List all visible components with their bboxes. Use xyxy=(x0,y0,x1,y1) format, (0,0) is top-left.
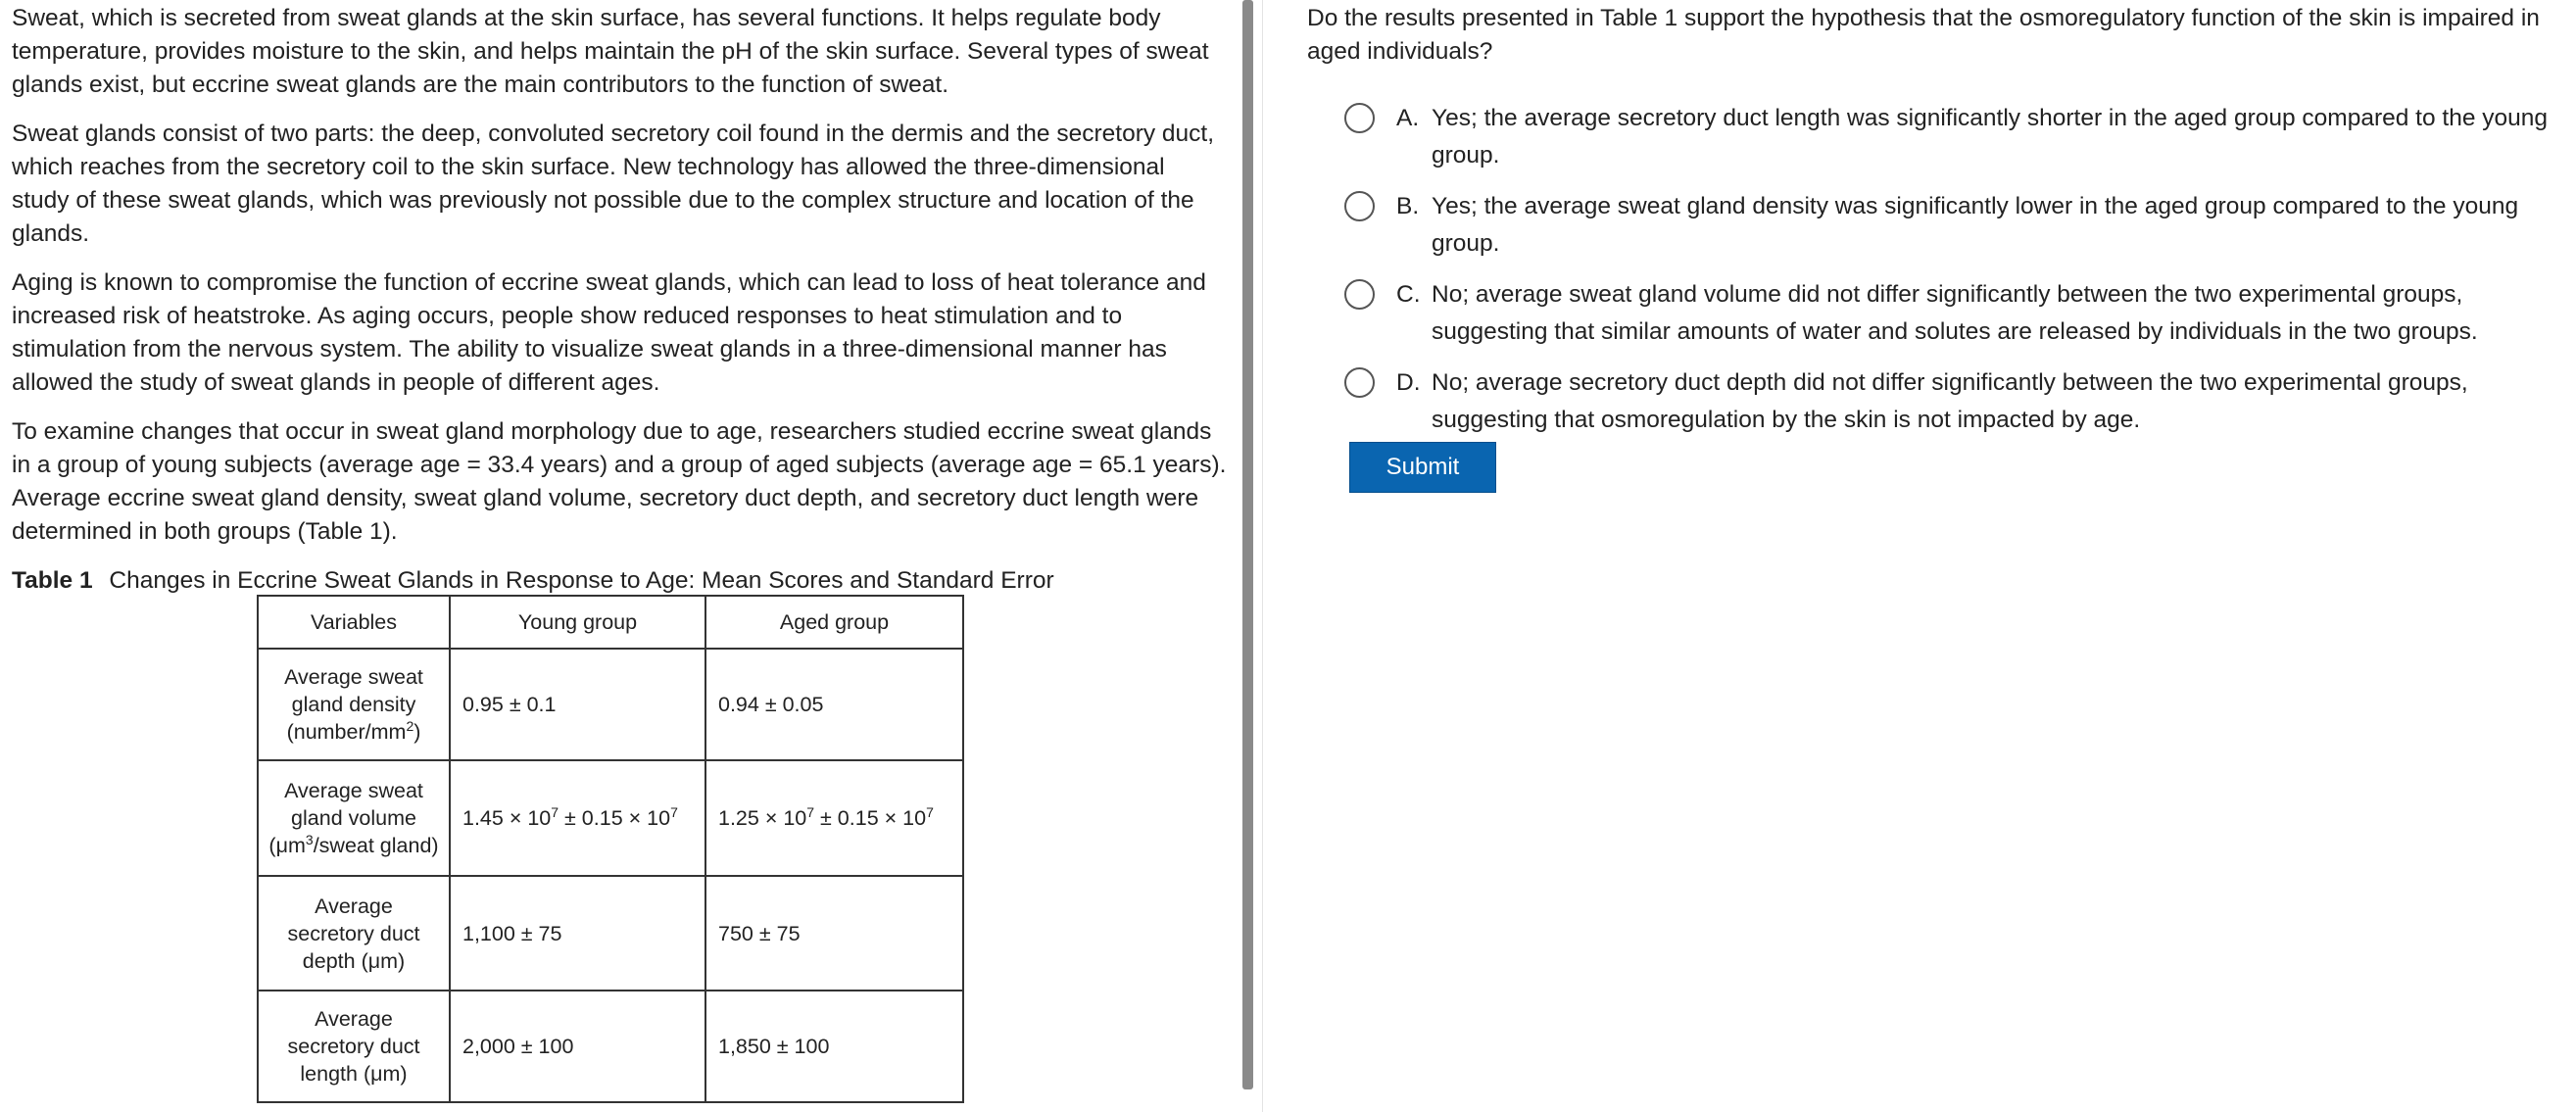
question-pane xyxy=(1307,2,2571,453)
option-b[interactable] xyxy=(1344,188,2571,263)
passage-paragraph-3: Aging is known to compromise the function of eccrine sweat glands, which can lead to loss of heat tolerance and increased risk of heatstroke. As aging occurs, people show reduced responses to heat stimulation and to stimulation from the nervous system. The ability to visualize sweat glands in a three-dimensional manner has allowed the study of sweat glands in people of different ages. xyxy=(12,269,1206,396)
radio-button-a[interactable] xyxy=(1344,103,1375,133)
option-c[interactable] xyxy=(1344,276,2571,351)
aged-value-cell: 1,850 ± 100 xyxy=(705,991,963,1102)
option-text: Yes; the average sweat gland density was significantly lower in the aged group compared to the young group. xyxy=(1432,193,2519,257)
radio-button-d[interactable] xyxy=(1344,367,1375,398)
answer-options xyxy=(1307,100,2571,439)
variable-cell: Average secretory duct depth (μm) xyxy=(258,876,450,991)
table-caption-text: Changes in Eccrine Sweat Glands in Response to Age: Mean Scores and Standard Error xyxy=(109,567,1054,594)
option-letter: B. xyxy=(1396,193,1420,219)
submit-button[interactable]: Submit xyxy=(1349,442,1496,493)
header-variables: Variables xyxy=(258,596,450,649)
header-young-group: Young group xyxy=(450,596,705,649)
pane-resize-handle[interactable] xyxy=(1242,0,1253,1089)
option-text: No; average secretory duct depth did not differ significantly between the two experimental groups, suggesting that osmoregulation by the skin is not impacted by age. xyxy=(1432,369,2468,433)
young-value-cell: 1,100 ± 75 xyxy=(450,876,705,991)
table-header-row xyxy=(258,596,963,649)
radio-button-c[interactable] xyxy=(1344,279,1375,310)
variable-cell: Average sweat gland density $(number/mm^2)$ xyxy=(258,649,450,760)
table-row xyxy=(258,991,963,1102)
passage-paragraph-1: Sweat, which is secreted from sweat glands at the skin surface, has several functions. It helps regulate body temperature, provides moisture to the skin, and helps maintain the pH of the skin surface. Several types of sweat glands exist, but eccrine sweat glands are the main contributors to the function of sweat. xyxy=(12,5,1209,98)
option-letter: C. xyxy=(1396,281,1421,308)
data-table xyxy=(257,595,964,1103)
aged-value-cell: $1.25 \times 10^7 \pm 0.15 \times 10^7$ xyxy=(705,760,963,876)
option-text: Yes; the average secretory duct length was significantly shorter in the aged group compared to the young group. xyxy=(1432,105,2549,169)
passage-paragraph-2: Sweat glands consist of two parts: the deep, convoluted secretory coil found in the dermis and the secretory duct, which reaches from the secretory coil to the skin surface. New technology has allowed the three-dimensional study of these sweat glands, which was previously not possible due to the complex structure and location of the glands. xyxy=(12,121,1215,247)
young-value-cell: $1.45 \times 10^7 \pm 0.15 \times 10^7$ xyxy=(450,760,705,876)
option-letter: A. xyxy=(1396,105,1420,131)
header-aged-group: Aged group xyxy=(705,596,963,649)
variable-cell: Average secretory duct length (μm) xyxy=(258,991,450,1102)
table-caption xyxy=(12,564,1228,598)
table-row xyxy=(258,876,963,991)
option-a[interactable] xyxy=(1344,100,2571,174)
radio-button-b[interactable] xyxy=(1344,191,1375,221)
table-row xyxy=(258,649,963,760)
option-letter: D. xyxy=(1396,369,1421,396)
option-text: No; average sweat gland volume did not differ significantly between the two experimental groups, suggesting that similar amounts of water and solutes are released by individuals in the two groups. xyxy=(1432,281,2478,345)
table-row xyxy=(258,760,963,876)
pane-divider xyxy=(1262,0,1263,1112)
aged-value-cell: 0.94 ± 0.05 xyxy=(705,649,963,760)
aged-value-cell: 750 ± 75 xyxy=(705,876,963,991)
question-stem: Do the results presented in Table 1 support the hypothesis that the osmoregulatory function of the skin is impaired in aged individuals? xyxy=(1307,5,2540,65)
table-caption-label: Table 1 xyxy=(12,567,93,594)
variable-cell: Average sweat gland volume ($\mu m^3$/sweat gland) xyxy=(258,760,450,876)
passage-paragraph-4: To examine changes that occur in sweat gland morphology due to age, researchers studied eccrine sweat glands in a group of young subjects (average age = 33.4 years) and a group of aged subjects (average age = 65.1 years). Average eccrine sweat gland density, sweat gland volume, secretory duct depth, and secretory duct length were determined in both groups (Table 1). xyxy=(12,418,1227,545)
young-value-cell: 2,000 ± 100 xyxy=(450,991,705,1102)
young-value-cell: 0.95 ± 0.1 xyxy=(450,649,705,760)
option-d[interactable] xyxy=(1344,364,2571,439)
